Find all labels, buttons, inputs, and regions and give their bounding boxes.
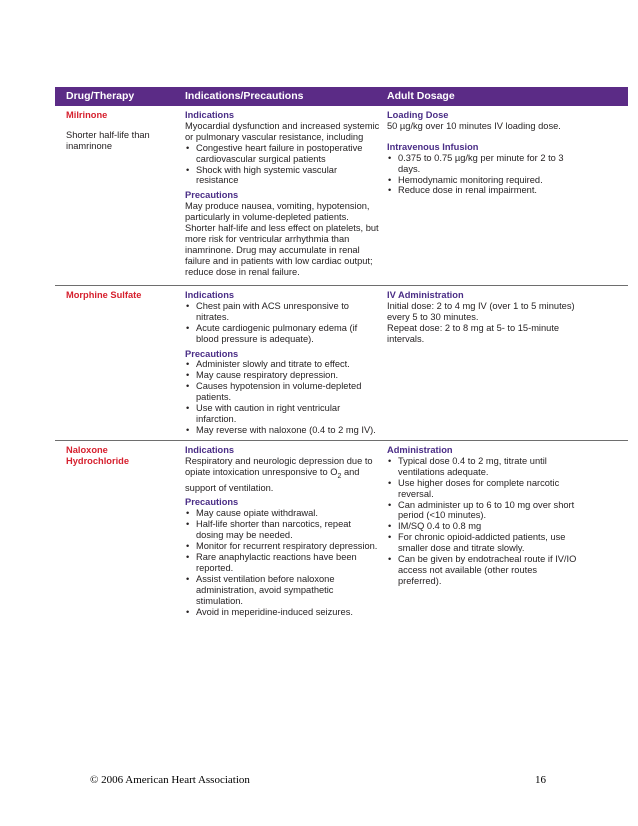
- dosage-title: Administration: [387, 445, 453, 455]
- list-item: • For chronic opioid-addicted patients, use smaller dose and titrate slowly.: [387, 532, 577, 554]
- indications-list: [185, 301, 380, 345]
- precautions-text: May produce nausea, vomiting, hypotension, particularly in volume-depleted patients. Shorter half-life and less effect on platelets, but more risk for ventricular arrhythmia than inamrinone. Drug may accumulate in renal failure and in patients with low cardiac output; reduce dose in renal failure.: [185, 201, 379, 277]
- header-adult-dosage: Adult Dosage: [387, 90, 455, 102]
- list-item: • Assist ventilation before naloxone administration, avoid sympathetic stimulation.: [185, 574, 380, 607]
- list-item: • Can be given by endotracheal route if IV/IO access not available (other routes preferred).: [387, 554, 577, 587]
- table-header: [55, 87, 628, 106]
- indications-text: Myocardial dysfunction and increased systemic or pulmonary vascular resistance, including: [185, 120, 380, 142]
- list-item: • Chest pain with ACS unresponsive to nitrates.: [185, 301, 380, 323]
- indications-list: [185, 143, 380, 187]
- list-item: • May reverse with naloxone (0.4 to 2 mg IV).: [185, 425, 380, 436]
- header-drug-therapy: Drug/Therapy: [66, 90, 135, 102]
- indications-text-end: and support of ventilation.: [185, 466, 360, 493]
- precautions-list: [185, 508, 380, 617]
- list-item: • Shock with high systemic vascular resistance: [185, 165, 380, 187]
- footer-page-number: 16: [535, 774, 546, 786]
- dosage-title: Loading Dose: [387, 110, 449, 120]
- list-item: • Can administer up to 6 to 10 mg over short period (<10 minutes).: [387, 500, 577, 522]
- dosage-cell: [387, 445, 577, 587]
- list-item: • Hemodynamic monitoring required.: [387, 175, 577, 186]
- list-item: • May cause respiratory depression.: [185, 370, 380, 381]
- drug-note: Shorter half-life than inamrinone: [66, 129, 150, 151]
- indications-title: Indications: [185, 445, 235, 455]
- header-indications-precautions: Indications/Precautions: [185, 90, 304, 102]
- indications-cell: [185, 290, 380, 436]
- indications-cell: [185, 110, 380, 278]
- drug-name: Naloxone Hydrochloride: [66, 445, 130, 466]
- precautions-title: Precautions: [185, 190, 239, 201]
- dosage-text: Initial dose: 2 to 4 mg IV (over 1 to 5 minutes) every 5 to 30 minutes.: [387, 300, 575, 322]
- table-row-milrinone: [55, 106, 628, 286]
- drug-table: [55, 87, 628, 631]
- precautions-title: Precautions: [185, 497, 239, 508]
- table-row-naloxone: [55, 441, 628, 631]
- dosage-cell: [387, 110, 577, 196]
- drug-cell: [66, 290, 171, 301]
- drug-name: Morphine Sulfate: [66, 290, 142, 300]
- list-item: • Congestive heart failure in postoperative cardiovascular surgical patients: [185, 143, 380, 165]
- dosage-title: Intravenous Infusion: [387, 141, 479, 152]
- dosage-title: IV Administration: [387, 290, 464, 300]
- list-item: • Use with caution in right ventricular infarction.: [185, 403, 380, 425]
- list-item: • Rare anaphylactic reactions have been reported.: [185, 552, 380, 574]
- list-item: • 0.375 to 0.75 µg/kg per minute for 2 to 3 days.: [387, 153, 577, 175]
- drug-cell: [66, 110, 171, 152]
- drug-name: Milrinone: [66, 110, 108, 120]
- list-item: • Monitor for recurrent respiratory depression.: [185, 541, 380, 552]
- list-item: • Causes hypotension in volume-depleted patients.: [185, 381, 380, 403]
- dosage-text: 50 µg/kg over 10 minutes IV loading dose.: [387, 120, 561, 131]
- list-item: • IM/SQ 0.4 to 0.8 mg: [387, 521, 577, 532]
- list-item: • Half-life shorter than narcotics, repeat dosing may be needed.: [185, 519, 380, 541]
- list-item: • Administer slowly and titrate to effect.: [185, 359, 380, 370]
- precautions-title: Precautions: [185, 348, 239, 359]
- indications-text-main: Respiratory and neurologic depression due to opiate intoxication unresponsive to O: [185, 455, 373, 477]
- table-row-morphine: [55, 286, 628, 441]
- drug-cell: [66, 445, 171, 467]
- dosage-cell: [387, 290, 577, 345]
- indications-title: Indications: [185, 110, 235, 120]
- dosage-list: [387, 456, 577, 587]
- list-item: • Avoid in meperidine-induced seizures.: [185, 607, 380, 618]
- list-item: • Reduce dose in renal impairment.: [387, 185, 577, 196]
- dosage-list: [387, 153, 577, 197]
- precautions-list: [185, 359, 380, 435]
- subscript-2: 2: [337, 472, 342, 480]
- indications-cell: [185, 445, 380, 617]
- footer-copyright: © 2006 American Heart Association: [90, 774, 250, 786]
- indications-title: Indications: [185, 290, 235, 300]
- list-item: • Use higher doses for complete narcotic reversal.: [387, 478, 577, 500]
- dosage-text: Repeat dose: 2 to 8 mg at 5- to 15-minute intervals.: [387, 322, 560, 344]
- list-item: • Acute cardiogenic pulmonary edema (if blood pressure is adequate).: [185, 323, 380, 345]
- list-item: • May cause opiate withdrawal.: [185, 508, 380, 519]
- indications-text: [185, 456, 380, 494]
- list-item: • Typical dose 0.4 to 2 mg, titrate until ventilations adequate.: [387, 456, 577, 478]
